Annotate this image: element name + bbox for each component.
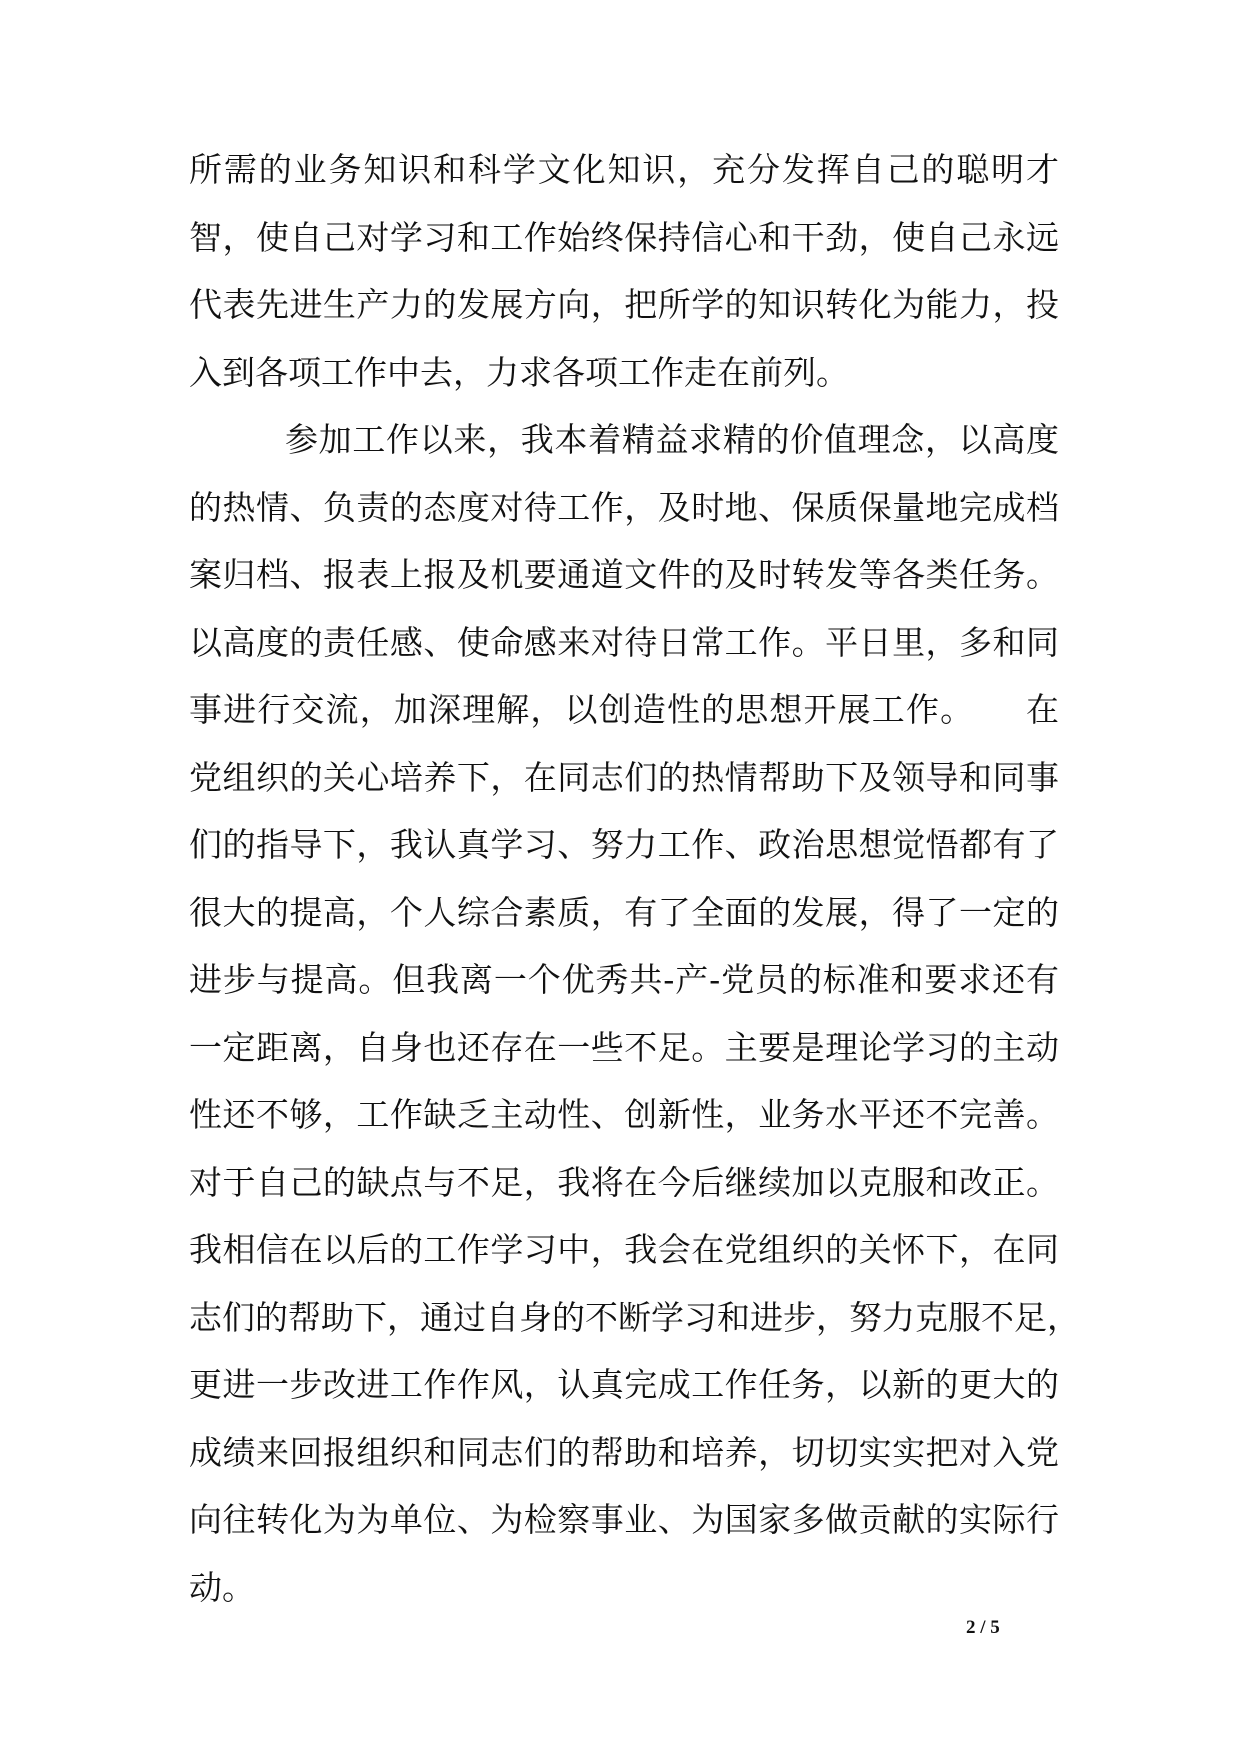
text-line: 入到各项工作中去，力求各项工作走在前列。 [189,352,849,392]
text-line: 成绩来回报组织和同志们的帮助和培养，切切实实把对入党 [189,1432,1059,1472]
page-number: 2 / 5 [966,1617,1000,1638]
text-line: 党组织的关心培养下，在同志们的热情帮助下及领导和同事 [189,757,1059,797]
paragraph [189,136,1059,406]
text-line: 所需的业务知识和科学文化知识，充分发挥自己的聪明才 [189,150,1059,189]
text-line: 事进行交流，加深理解，以创造性的思想开展工作。 在 [189,690,1059,729]
text-line: 对于自己的缺点与不足，我将在今后继续加以克服和改正。 [189,1162,1059,1202]
text-line: 以高度的责任感、使命感来对待日常工作。平日里，多和同 [189,622,1059,662]
text-line: 很大的提高，个人综合素质，有了全面的发展，得了一定的 [189,892,1059,932]
text-line: 进步与提高。但我离一个优秀共-产-党员的标准和要求还有 [189,960,1059,999]
text-line: 一定距离，自身也还存在一些不足。主要是理论学习的主动 [189,1027,1059,1067]
text-line: 志们的帮助下，通过自身的不断学习和进步，努力克服不足， [189,1297,1080,1337]
text-line: 动。 [189,1567,255,1607]
text-line: 案归档、报表上报及机要通道文件的及时转发等各类任务。 [189,555,1059,594]
text-line: 参加工作以来，我本着精益求精的价值理念，以高度 [285,420,1059,459]
text-line: 性还不够，工作缺乏主动性、创新性，业务水平还不完善。 [189,1095,1059,1134]
text-line: 的热情、负责的态度对待工作，及时地、保质保量地完成档 [189,487,1059,527]
text-line: 代表先进生产力的发展方向，把所学的知识转化为能力，投 [189,285,1059,324]
text-line: 智，使自己对学习和工作始终保持信心和干劲，使自己永远 [189,217,1059,257]
text-line: 我相信在以后的工作学习中，我会在党组织的关怀下，在同 [189,1230,1059,1269]
text-line: 更进一步改进工作作风，认真完成工作任务，以新的更大的 [189,1365,1059,1404]
document-body [189,136,1080,1621]
paragraph [189,406,1080,1621]
text-line: 们的指导下，我认真学习、努力工作、政治思想觉悟都有了 [189,825,1059,864]
text-line: 向往转化为为单位、为检察事业、为国家多做贡献的实际行 [189,1500,1059,1539]
